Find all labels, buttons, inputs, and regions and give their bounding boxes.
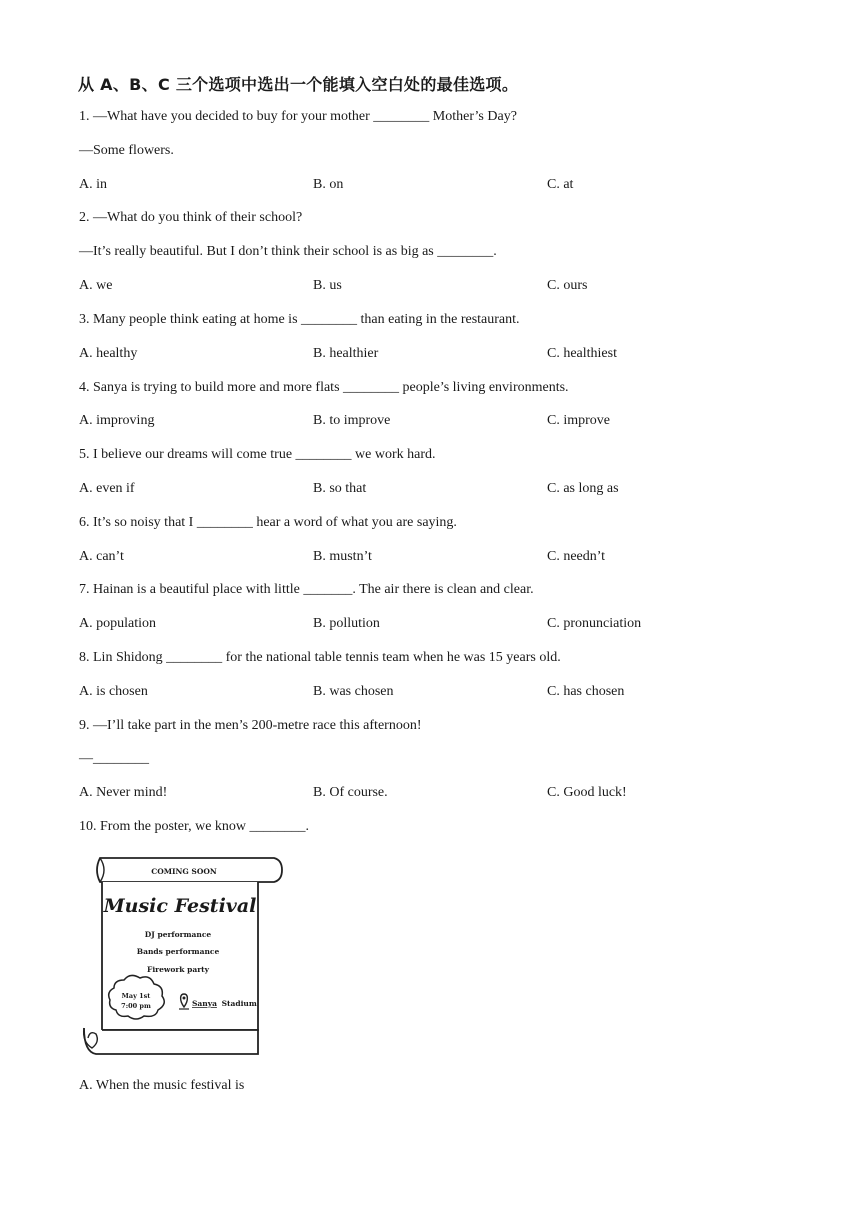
question-5-line-1: 5. I believe our dreams will come true ________ we work hard. <box>79 447 436 462</box>
poster-venue-city: Sanya <box>192 999 217 1008</box>
question-10-option-a[interactable]: A. When the music festival is <box>79 1078 245 1093</box>
question-4-option-b[interactable]: B. to improve <box>313 413 391 428</box>
question-6-option-a[interactable]: A. can’t <box>79 549 124 564</box>
question-4-line-1: 4. Sanya is trying to build more and more flats ________ people’s living environments. <box>79 380 569 395</box>
question-3-option-c[interactable]: C. healthiest <box>547 346 617 361</box>
question-9-line-2: —________ <box>79 751 149 766</box>
question-6-line-1: 6. It’s so noisy that I ________ hear a word of what you are saying. <box>79 515 457 530</box>
question-3-option-b[interactable]: B. healthier <box>313 346 379 361</box>
poster-time: 7:00 pm <box>121 1002 151 1010</box>
poster-title: Music Festival <box>103 895 257 917</box>
question-2-option-b[interactable]: B. us <box>313 278 342 293</box>
question-2-line-1: 2. —What do you think of their school? <box>79 210 303 225</box>
svg-text:Sanya Stadium <box>192 999 257 1008</box>
question-9-line-1: 9. —I’ll take part in the men’s 200-metre race this afternoon! <box>79 718 422 733</box>
question-7-option-a[interactable]: A. population <box>79 616 156 631</box>
question-5-option-b[interactable]: B. so that <box>313 481 367 496</box>
section-instruction: 从 A、B、C 三个选项中选出一个能填入空白处的最佳选项。 <box>78 75 519 94</box>
question-9-option-a[interactable]: A. Never mind! <box>79 785 168 800</box>
question-5-option-a[interactable]: A. even if <box>79 481 135 496</box>
music-festival-poster <box>78 852 284 1058</box>
question-4-option-c[interactable]: C. improve <box>547 413 610 428</box>
question-9-option-c[interactable]: C. Good luck! <box>547 785 627 800</box>
question-3-option-a[interactable]: A. healthy <box>79 346 138 361</box>
question-8-line-1: 8. Lin Shidong ________ for the national table tennis team when he was 15 years old. <box>79 650 561 665</box>
question-6-option-c[interactable]: C. needn’t <box>547 549 606 564</box>
question-6-option-b[interactable]: B. mustn’t <box>313 549 372 564</box>
question-7-option-b[interactable]: B. pollution <box>313 616 380 631</box>
question-10-line-1: 10. From the poster, we know ________. <box>79 819 310 834</box>
question-7-option-c[interactable]: C. pronunciation <box>547 616 642 631</box>
question-2-option-a[interactable]: A. we <box>79 278 113 293</box>
question-8-option-c[interactable]: C. has chosen <box>547 684 625 699</box>
poster-event-3: Firework party <box>147 965 209 974</box>
question-1-line-2: —Some flowers. <box>79 143 174 158</box>
poster-top-text: COMING SOON <box>151 867 217 876</box>
question-3-line-1: 3. Many people think eating at home is ________ than eating in the restaurant. <box>79 312 520 327</box>
question-4-option-a[interactable]: A. improving <box>79 413 155 428</box>
question-1-option-a[interactable]: A. in <box>79 177 107 192</box>
question-1-option-c[interactable]: C. at <box>547 177 574 192</box>
question-1-line-1: 1. —What have you decided to buy for your mother ________ Mother’s Day? <box>79 109 517 124</box>
question-7-line-1: 7. Hainan is a beautiful place with little _______. The air there is clean and clear. <box>79 582 534 597</box>
poster-venue-place: Stadium <box>221 999 257 1008</box>
question-2-option-c[interactable]: C. ours <box>547 278 588 293</box>
question-5-option-c[interactable]: C. as long as <box>547 481 619 496</box>
poster-date: May 1st <box>121 992 151 1000</box>
question-2-line-2: —It’s really beautiful. But I don’t think their school is as big as ________. <box>79 244 497 259</box>
question-9-option-b[interactable]: B. Of course. <box>313 785 388 800</box>
question-8-option-b[interactable]: B. was chosen <box>313 684 394 699</box>
question-8-option-a[interactable]: A. is chosen <box>79 684 148 699</box>
question-1-option-b[interactable]: B. on <box>313 177 344 192</box>
poster-event-1: DJ performance <box>144 930 212 939</box>
poster-event-2: Bands performance <box>136 947 220 956</box>
